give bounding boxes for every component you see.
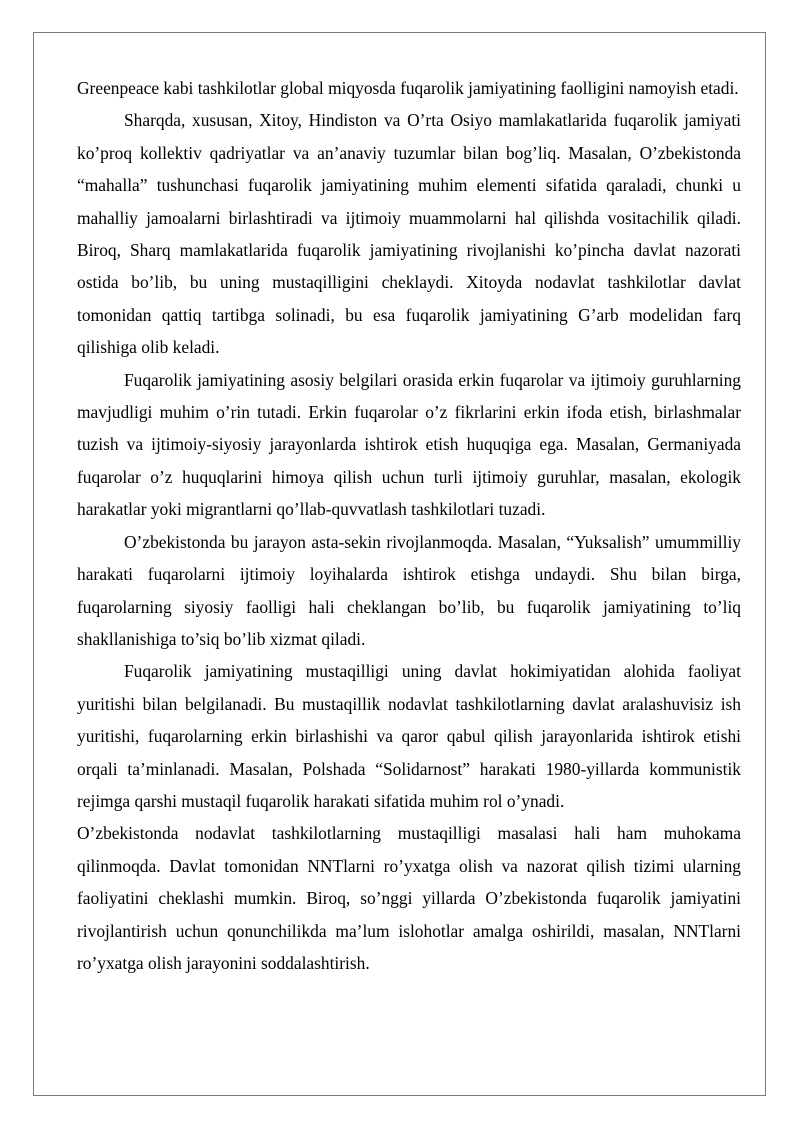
paragraph: Fuqarolik jamiyatining asosiy belgilari orasida erkin fuqarolar va ijtimoiy guruhlarning mavjudligi muhim o’rin tutadi. Erkin fuqarolar o’z fikrlarini erkin ifoda etish, birlashmalar tuzish va ijtimoiy-siyosiy jarayonlarda ishtirok etish huquqiga ega. Masalan, Germaniyada fuqarolar o’z huquqlarini himoya qilish uchun turli ijtimoiy guruhlar, masalan, ekologik harakatlar yoki migrantlarni qo’llab-quvvatlash tashkilotlari tuzadi. xyxy=(77,369,741,520)
paragraph: Sharqda, xususan, Xitoy, Hindiston va O’rta Osiyo mamlakatlarida fuqarolik jamiyati ko’proq kollektiv qadriyatlar va an’anaviy tuzumlar bilan bog’liq. Masalan, O’zbekistonda “mahalla” tushunchasi fuqarolik jamiyatining muhim elementi sifatida qaraladi, chunki u mahalliy jamoalarni birlashtiradi va ijtimoiy muammolarni hal qilishda vositachilik qiladi. Biroq, Sharq mamlakatlarida fuqarolik jamiyatining rivojlanishi ko’pincha davlat nazorati ostida bo’lib, bu uning mustaqilligini cheklaydi. Xitoyda nodavlat tashkilotlar davlat tomonidan qattiq tartibga solinadi, bu esa fuqarolik jamiyatining G’arb modelidan farq qilishiga olib keladi. xyxy=(77,110,741,358)
paragraph: O’zbekistonda nodavlat tashkilotlarning mustaqilligi masalasi hali ham muhokama qilinmoqda. Davlat tomonidan NNTlarni ro’yxatga olish va nazorat qilish tizimi ularning faoliyatini cheklashi mumkin. Biroq, so’nggi yillarda O’zbekistonda fuqarolik jamiyatini rivojlantirish uchun qonunchilikda ma’lum islohotlar amalga oshirildi, masalan, NNTlarni ro’yxatga olish jarayonini soddalashtirish. xyxy=(77,823,741,973)
paragraph: Greenpeace kabi tashkilotlar global miqyosda fuqarolik jamiyatining faolligini namoyish etadi. xyxy=(77,78,739,98)
paragraph: Fuqarolik jamiyatining mustaqilligi uning davlat hokimiyatidan alohida faoliyat yuritishi bilan belgilanadi. Bu mustaqillik nodavlat tashkilotlarning davlat aralashuvisiz ish yuritishi, fuqarolarning erkin birlashishi va qaror qabul qilish jarayonlarida ishtirok etishi orqali ta’minlanadi. Masalan, Polshada “Solidarnost” harakati 1980-yillarda kommunistik rejimga qarshi mustaqil fuqarolik harakati sifatida muhim rol o’ynadi. xyxy=(77,661,741,811)
paragraph: O’zbekistonda bu jarayon asta-sekin rivojlanmoqda. Masalan, “Yuksalish” umummilliy harakati fuqarolarni ijtimoiy loyihalarda ishtirok etishga undaydi. Shu bilan birga, fuqarolarning siyosiy faolligi hali cheklangan bo’lib, bu fuqarolik jamiyatining to’liq shakllanishiga to’siq bo’lib xizmat qiladi. xyxy=(77,531,741,649)
document-body xyxy=(77,72,741,979)
